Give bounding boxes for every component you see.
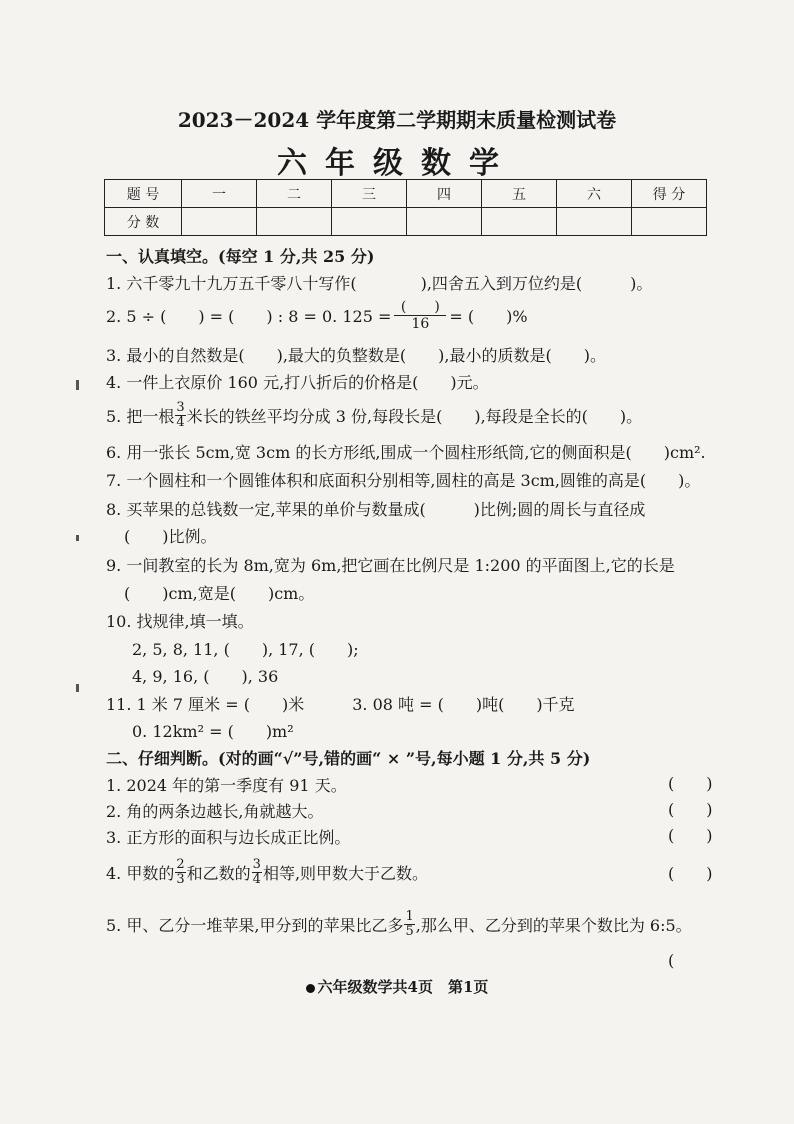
score-header-cell: 三 xyxy=(332,180,407,208)
judge-question-2: 2. 角的两条边越长,角就越大。 xyxy=(106,802,324,821)
question-1-11-line2: 0. 12km² = ( )m² xyxy=(132,722,294,741)
q2-fraction-numerator: ( ) xyxy=(394,299,446,316)
judge-q4-fraction-2 xyxy=(252,858,262,887)
judge-q5-text-post: ,那么甲、乙分到的苹果个数比为 6:5。 xyxy=(415,915,692,935)
score-input-cell[interactable] xyxy=(407,208,482,236)
judge-q5-fraction-denominator: 5 xyxy=(405,923,414,939)
score-header-cell: 五 xyxy=(482,180,557,208)
score-table-score-row xyxy=(105,208,707,236)
judge-question-4 xyxy=(106,852,428,892)
question-1-6: 6. 用一张长 5cm,宽 3cm 的长方形纸,围成一个圆柱形纸筒,它的侧面积是( )cm². xyxy=(106,443,706,462)
question-1-5 xyxy=(106,398,642,432)
q2-fraction-denominator: 16 xyxy=(411,315,430,332)
score-input-cell[interactable] xyxy=(632,208,707,236)
question-1-8-line2: ( )比例。 xyxy=(124,527,217,546)
score-header-cell: 四 xyxy=(407,180,482,208)
score-table-header-row xyxy=(105,180,707,208)
answer-paren-1[interactable]: ( ) xyxy=(668,774,713,793)
question-1-4: 4. 一件上衣原价 160 元,打八折后的价格是( )元。 xyxy=(106,373,489,392)
question-1-1: 1. 六千零九十九万五千零八十写作( ),四舍五入到万位约是( )。 xyxy=(106,274,653,293)
judge-q4-fraction-2-denominator: 4 xyxy=(252,871,261,887)
score-header-cell: 六 xyxy=(557,180,632,208)
score-input-cell[interactable] xyxy=(257,208,332,236)
judge-q5-fraction xyxy=(404,910,414,939)
bullet-dot-icon xyxy=(306,984,315,993)
judge-q4-text-pre: 4. 甲数的 xyxy=(106,863,175,883)
question-1-10: 10. 找规律,填一填。 xyxy=(106,612,254,631)
judge-q5-fraction-numerator: 1 xyxy=(405,908,414,924)
judge-q4-text-mid: 和乙数的 xyxy=(186,863,251,883)
question-1-8-line1: 8. 买苹果的总钱数一定,苹果的单价与数量成( )比例;圆的周长与直径成 xyxy=(106,500,646,519)
question-1-2 xyxy=(106,298,528,332)
question-1-7: 7. 一个圆柱和一个圆锥体积和底面积分别相等,圆柱的高是 3cm,圆锥的高是( )。 xyxy=(106,471,701,490)
page-footer xyxy=(0,976,794,997)
question-1-3: 3. 最小的自然数是( ),最大的负整数是( ),最小的质数是( )。 xyxy=(106,346,606,365)
subject-title: 六年级数学 xyxy=(277,146,517,181)
judge-question-5 xyxy=(106,904,692,944)
q2-text-pre: 2. 5 ÷ ( ) = ( ) : 8 = 0. 125 = xyxy=(106,306,392,326)
score-input-cell[interactable] xyxy=(332,208,407,236)
score-header-cell: 二 xyxy=(257,180,332,208)
judge-q4-fraction-1-denominator: 3 xyxy=(176,871,185,887)
answer-paren-3[interactable]: ( ) xyxy=(668,826,713,845)
footer-text: 六年级数学共4页 第1页 xyxy=(317,978,489,996)
question-1-9-line2: ( )cm,宽是( )cm。 xyxy=(124,584,315,603)
score-table xyxy=(104,179,707,236)
q5-fraction-numerator: 3 xyxy=(176,399,185,415)
question-1-10-seq2: 4, 9, 16, ( ), 36 xyxy=(132,667,279,686)
q5-fraction xyxy=(175,401,185,430)
judge-question-1: 1. 2024 年的第一季度有 91 天。 xyxy=(106,776,347,795)
answer-paren-5[interactable]: ( xyxy=(668,951,675,970)
q5-fraction-denominator: 4 xyxy=(176,414,185,430)
section1-heading: 一、认真填空。(每空 1 分,共 25 分) xyxy=(106,247,375,266)
q2-text-post: = ( )% xyxy=(449,306,528,326)
score-row-label: 分 数 xyxy=(105,208,182,236)
score-input-cell[interactable] xyxy=(182,208,257,236)
judge-q4-text-post: 相等,则甲数大于乙数。 xyxy=(262,863,429,883)
question-1-10-seq1: 2, 5, 8, 11, ( ), 17, ( ); xyxy=(132,640,359,659)
score-input-cell[interactable] xyxy=(482,208,557,236)
scan-speck xyxy=(76,535,79,541)
question-1-9-line1: 9. 一间教室的长为 8m,宽为 6m,把它画在比例尺是 1:200 的平面图上,它的长是 xyxy=(106,556,675,575)
q5-text-post: 米长的铁丝平均分成 3 份,每段长是( ),每段是全长的( )。 xyxy=(186,406,643,426)
score-header-cell: 一 xyxy=(182,180,257,208)
judge-q4-fraction-1-numerator: 2 xyxy=(176,856,185,872)
answer-paren-2[interactable]: ( ) xyxy=(668,800,713,819)
exam-title: 2023－2024 学年度第二学期期末质量检测试卷 xyxy=(177,108,617,132)
judge-q4-fraction-2-numerator: 3 xyxy=(252,856,261,872)
score-header-cell: 得 分 xyxy=(632,180,707,208)
scan-speck xyxy=(76,380,79,390)
score-header-cell: 题 号 xyxy=(105,180,182,208)
judge-question-3: 3. 正方形的面积与边长成正比例。 xyxy=(106,828,351,847)
score-input-cell[interactable] xyxy=(557,208,632,236)
q5-text-pre: 5. 把一根 xyxy=(106,406,175,426)
answer-paren-4[interactable]: ( ) xyxy=(668,864,713,883)
judge-q4-fraction-1 xyxy=(175,858,185,887)
section2-heading: 二、仔细判断。(对的画“√”号,错的画“ × ”号,每小题 1 分,共 5 分) xyxy=(106,749,591,768)
judge-q5-text-pre: 5. 甲、乙分一堆苹果,甲分到的苹果比乙多 xyxy=(106,915,404,935)
question-1-11-line1: 11. 1 米 7 厘米 = ( )米 3. 08 吨 = ( )吨( )千克 xyxy=(106,695,575,714)
scan-speck xyxy=(76,684,79,692)
q2-fraction xyxy=(394,299,446,332)
